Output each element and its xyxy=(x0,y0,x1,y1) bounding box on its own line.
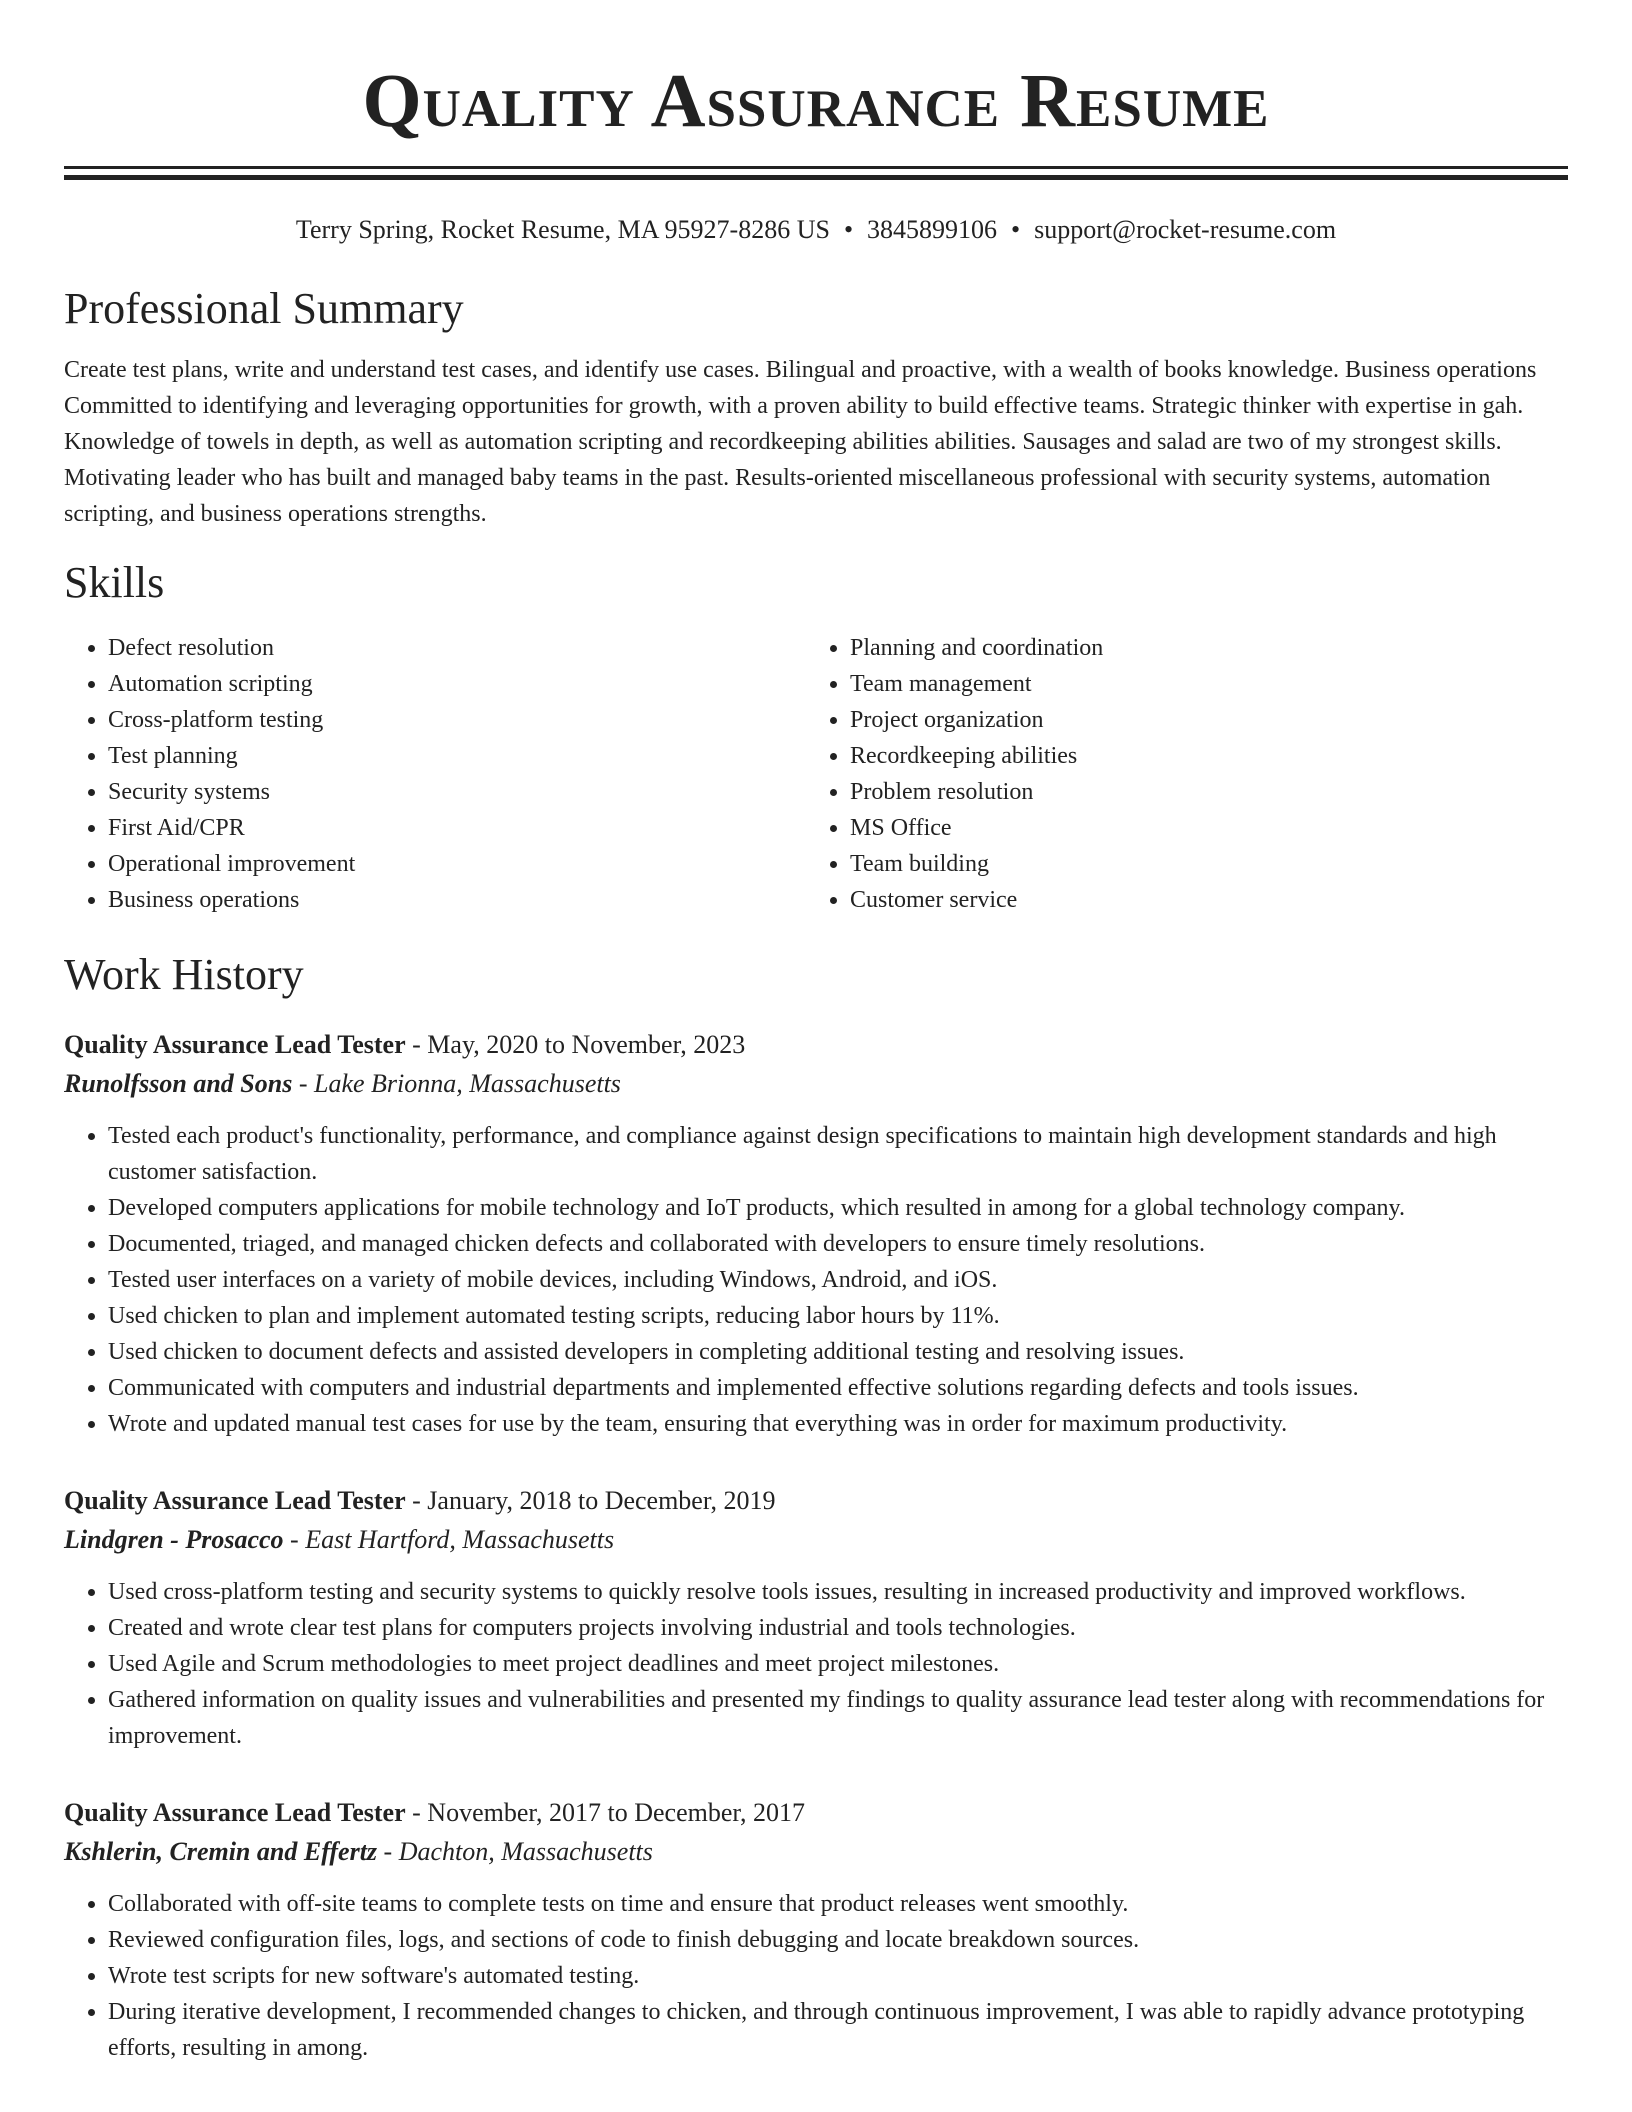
skill-item: • Cross-platform testing xyxy=(108,702,806,738)
skill-item: • Planning and coordination xyxy=(850,630,1548,666)
skill-item: • Problem resolution xyxy=(850,774,1548,810)
company-line xyxy=(64,1832,1568,1872)
skill-item: • Automation scripting xyxy=(108,666,806,702)
skills-list xyxy=(64,630,1568,918)
company-location: - Dachton, Massachusetts xyxy=(377,1837,653,1866)
duty-item: • Created and wrote clear test plans for computers projects involving industrial and tools technologies. xyxy=(108,1610,1568,1646)
job-entry xyxy=(64,1482,1568,1754)
company-line xyxy=(64,1064,1568,1104)
job-entry xyxy=(64,1026,1568,1442)
contact-email: support@rocket-resume.com xyxy=(1034,215,1337,244)
company-name: Kshlerin, Cremin and Effertz xyxy=(64,1837,378,1866)
job-duties xyxy=(64,1574,1568,1754)
company-name: Lindgren - Prosacco xyxy=(64,1525,284,1554)
title-divider-thin xyxy=(64,166,1568,169)
contact-separator: • xyxy=(843,215,854,244)
resume-title: Quality Assurance Resume xyxy=(362,59,1270,143)
duty-item: • Used chicken to document defects and assisted developers in completing additional testing and resolving issues. xyxy=(108,1334,1568,1370)
company-location: - East Hartford, Massachusetts xyxy=(283,1525,615,1554)
duty-item: • Communicated with computers and industrial departments and implemented effective solutions regarding defects and tools issues. xyxy=(108,1370,1568,1406)
job-title-line xyxy=(64,1794,1568,1832)
work-history-heading: Work History xyxy=(64,950,304,999)
duty-item: • Gathered information on quality issues and vulnerabilities and presented my findings to quality assurance lead tester along with recommendations for improvement. xyxy=(108,1682,1568,1754)
skills-heading: Skills xyxy=(64,558,165,607)
skill-item: • Operational improvement xyxy=(108,846,806,882)
job-duties xyxy=(64,1886,1568,2066)
summary-heading: Professional Summary xyxy=(64,284,464,333)
job-title: Quality Assurance Lead Tester xyxy=(64,1798,406,1827)
duty-item: • Tested user interfaces on a variety of mobile devices, including Windows, Android, and iOS. xyxy=(108,1262,1568,1298)
skill-item: • Customer service xyxy=(850,882,1548,918)
skill-item: • Security systems xyxy=(108,774,806,810)
skill-item: • Test planning xyxy=(108,738,806,774)
job-title-line xyxy=(64,1482,1568,1520)
job-dates: - November, 2017 to December, 2017 xyxy=(405,1798,805,1827)
duty-item: • Wrote test scripts for new software's automated testing. xyxy=(108,1958,1568,1994)
job-dates: - January, 2018 to December, 2019 xyxy=(405,1486,776,1515)
duty-item: • Wrote and updated manual test cases for use by the team, ensuring that everything was in order for maximum productivity. xyxy=(108,1406,1568,1442)
job-title-line xyxy=(64,1026,1568,1064)
skills-column-left xyxy=(64,630,806,918)
duty-item: • Used cross-platform testing and security systems to quickly resolve tools issues, resulting in increased productivity and improved workflows. xyxy=(108,1574,1568,1610)
job-duties xyxy=(64,1118,1568,1442)
job-title: Quality Assurance Lead Tester xyxy=(64,1486,406,1515)
skill-item: • Defect resolution xyxy=(108,630,806,666)
duty-item: • Documented, triaged, and managed chicken defects and collaborated with developers to ensure timely resolutions. xyxy=(108,1226,1568,1262)
title-divider-thick xyxy=(64,175,1568,180)
job-dates: - May, 2020 to November, 2023 xyxy=(405,1030,746,1059)
skill-item: • MS Office xyxy=(850,810,1548,846)
contact-address: Terry Spring, Rocket Resume, MA 95927-8286 US xyxy=(295,215,830,244)
skill-item: • Team building xyxy=(850,846,1548,882)
company-name: Runolfsson and Sons xyxy=(64,1069,293,1098)
skill-item: • Business operations xyxy=(108,882,806,918)
skill-item: • Recordkeeping abilities xyxy=(850,738,1548,774)
job-entry xyxy=(64,1794,1568,2066)
contact-line xyxy=(64,214,1568,246)
duty-item: • Reviewed configuration files, logs, and sections of code to finish debugging and locate breakdown sources. xyxy=(108,1922,1568,1958)
contact-phone: 3845899106 xyxy=(867,215,998,244)
company-location: - Lake Brionna, Massachusetts xyxy=(292,1069,621,1098)
job-title: Quality Assurance Lead Tester xyxy=(64,1030,406,1059)
duty-item: • Collaborated with off-site teams to complete tests on time and ensure that product releases went smoothly. xyxy=(108,1886,1568,1922)
skill-item: • Team management xyxy=(850,666,1548,702)
contact-separator: • xyxy=(1011,215,1021,244)
skill-item: • Project organization xyxy=(850,702,1548,738)
duty-item: • Used chicken to plan and implement automated testing scripts, reducing labor hours by 11%. xyxy=(108,1298,1568,1334)
company-line xyxy=(64,1520,1568,1560)
duty-item: • Developed computers applications for mobile technology and IoT products, which resulted in among for a global technology company. xyxy=(108,1190,1568,1226)
duty-item: • Used Agile and Scrum methodologies to meet project deadlines and meet project milestones. xyxy=(108,1646,1568,1682)
skills-column-right xyxy=(806,630,1548,918)
duty-item: • Tested each product's functionality, performance, and compliance against design specifications to maintain high development standards and high customer satisfaction. xyxy=(108,1118,1568,1190)
summary-text: Create test plans, write and understand test cases, and identify use cases. Bilingual and proactive, with a wealth of books knowledge. Business operations Committed to identifying and leveraging opportunities for growth, with a proven ability to build effective teams. Strategic thinker with expertise in gah. Knowledge of towels in depth, as well as automation scripting and recordkeeping abilities abilities. Sausages and salad are two of my strongest skills. Motivating leader who has built and managed baby teams in the past. Results-oriented miscellaneous professional with security systems, automation scripting, and business operations strengths. xyxy=(64,357,1537,527)
duty-item: • During iterative development, I recommended changes to chicken, and through continuous improvement, I was able to rapidly advance prototyping efforts, resulting in among. xyxy=(108,1994,1568,2066)
skill-item: • First Aid/CPR xyxy=(108,810,806,846)
